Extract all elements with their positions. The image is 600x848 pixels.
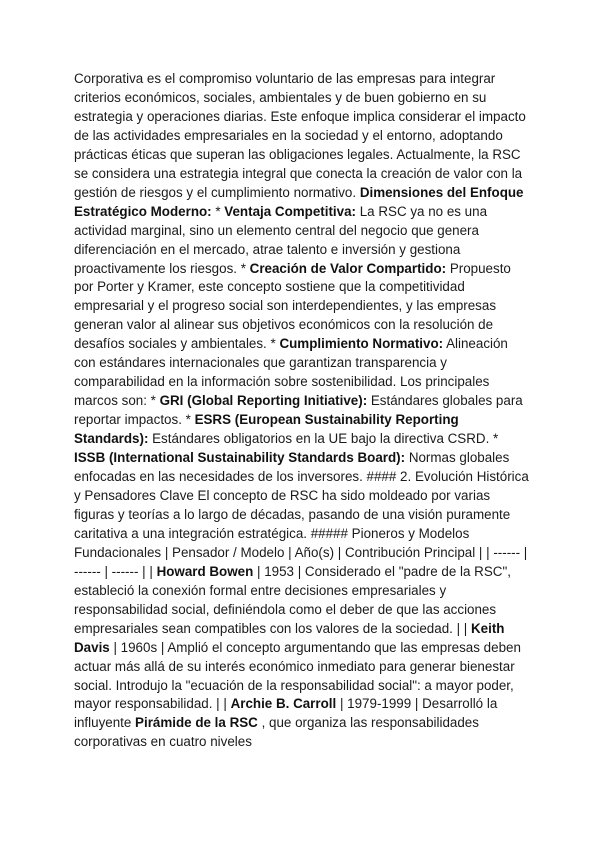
text-run: *	[211, 203, 225, 219]
text-run: Corporativa es el compromiso voluntario de las empresas para integrar criterios económicos, sociales, ambientales y de buen gobierno en su estrategia y operaciones diarias. Este enfoque implica considerar el impacto de las actividades empresariales en la sociedad y el entorno, adoptando prácticas éticas que superan las obligaciones legales. Actualmente, la RSC se considera una estrategia integral que conecta la creación de valor con la gestión de riesgos y el cumplimiento normativo.	[74, 71, 526, 200]
bold-run: Creación de Valor Compartido:	[249, 260, 447, 276]
body-paragraph	[74, 70, 530, 752]
text-run: Estándares obligatorios en la UE bajo la directiva CSRD. *	[148, 431, 499, 447]
text-run: , que organiza las responsabilidades corporativas en cuatro niveles	[74, 715, 479, 750]
bold-run: ESRS (European Sustainability Reporting Standards):	[74, 412, 459, 447]
bold-run: GRI (Global Reporting Initiative):	[159, 393, 368, 409]
text-run: | 1979-1999 | Desarrolló la influyente	[74, 696, 498, 731]
text-run: La RSC ya no es una actividad marginal, sino un elemento central del negocio que genera diferenciación en el mercado, atrae talento e inversión y gestiona proactivamente los riesgos. *	[74, 203, 488, 276]
text-run: Propuesto por Porter y Kramer, este concepto sostiene que la competitividad empresarial y el progreso social son interdependientes, y las empresas generan valor al alinear sus objetivos económicos con la resolución de desafíos sociales y ambientales. *	[74, 260, 511, 352]
bold-run: Keith Davis	[74, 620, 505, 655]
bold-run: Pirámide de la RSC	[135, 715, 258, 731]
bold-run: ISSB (International Sustainability Standards Board):	[74, 450, 406, 466]
bold-run: Ventaja Competitiva:	[224, 203, 357, 219]
text-run: | 1960s | Amplió el concepto argumentando que las empresas deben actuar más allá de su interés económico inmediato para generar bienestar social. Introdujo la "ecuación de la responsabilidad social": a mayor poder, mayor responsabilidad. | |	[74, 639, 521, 712]
bold-run: Archie B. Carroll	[230, 696, 337, 712]
bold-run: Howard Bowen	[156, 563, 254, 579]
bold-run: Cumplimiento Normativo:	[279, 336, 444, 352]
text-run: | 1953 | Considerado el "padre de la RSC", estableció la conexión formal entre decisiones empresariales y responsabilidad social, definiéndola como el deber de que las acciones empresariales sean compatibles con los valores de la sociedad. | |	[74, 563, 511, 636]
text-run: Normas globales enfocadas en las necesidades de los inversores. #### 2. Evolución Histórica y Pensadores Clave El concepto de RSC ha sido moldeado por varias figuras y teorías a lo largo de décadas, pasando de una visión puramente caritativa a una integración estratégica. ##### Pioneros y Modelos Fundacionales | Pensador / Modelo | Año(s) | Contribución Principal | | ------ | ------ | ------ | |	[74, 450, 529, 579]
text-run: Estándares globales para reportar impactos. *	[74, 393, 523, 428]
text-run: Alineación con estándares internacionales que garantizan transparencia y comparabilidad en la información sobre sostenibilidad. Los principales marcos son: *	[74, 336, 508, 409]
bold-run: Dimensiones del Enfoque Estratégico Moderno:	[74, 184, 524, 219]
